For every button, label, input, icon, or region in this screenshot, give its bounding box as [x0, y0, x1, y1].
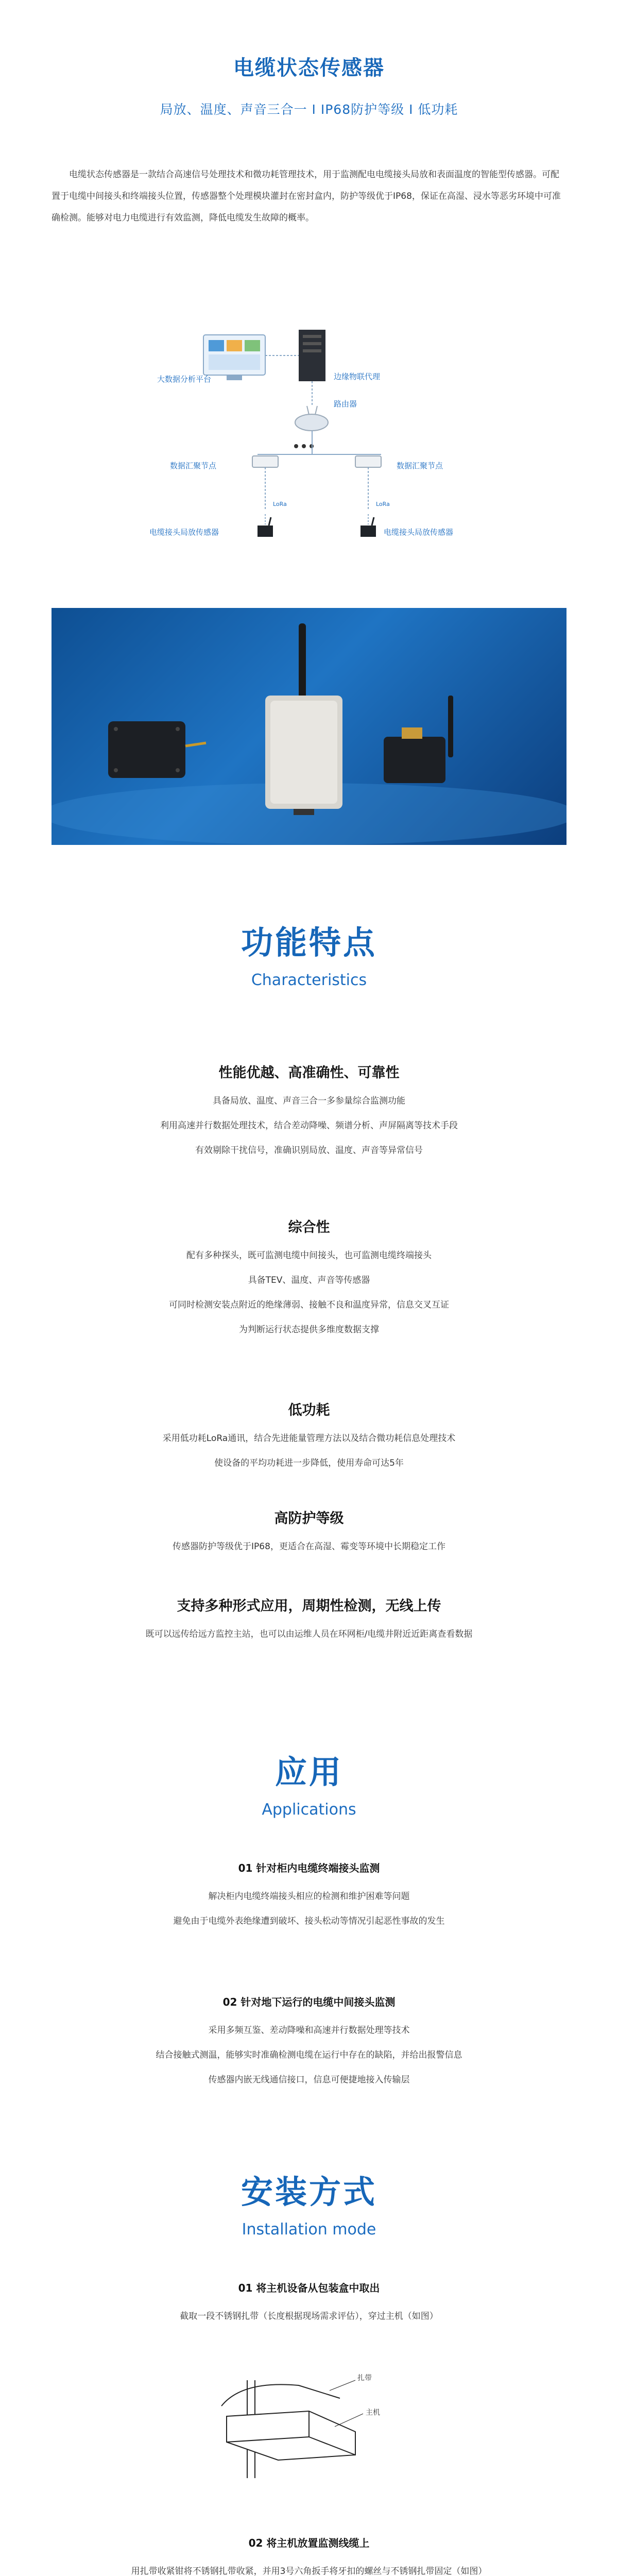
install-step-title: 01 将主机设备从包装盒中取出 [238, 2282, 380, 2294]
install-step-1-figure [0, 2349, 618, 2488]
feature-block-2 [0, 1216, 618, 1342]
features-en-title: Characteristics [251, 971, 367, 989]
feature-title: 高防护等级 [274, 1511, 344, 1527]
application-line: 解决柜内电缆终端接头相应的检测和维护困难等问题 [208, 1891, 410, 1902]
feature-line: 配有多种探头，既可监测电缆中间接头，也可监测电缆终端接头 [186, 1250, 432, 1261]
application-line: 结合接触式测温，能够实时准确检测电缆在运行中存在的缺陷，并给出报警信息 [156, 2050, 462, 2060]
page-title: 电缆状态传感器 [233, 56, 385, 80]
page-subtitle: 局放、温度、声音三合一 I IP68防护等级 I 低功耗 [160, 102, 458, 117]
feature-line: 采用低功耗LoRa通讯，结合先进能量管理方法以及结合微功耗信息处理技术 [162, 1433, 456, 1444]
feature-line: 传感器防护等级优于IP68，更适合在高湿、霉变等环境中长期稳定工作 [173, 1541, 445, 1552]
install-section [0, 2166, 618, 2239]
applications-title: 应用 [274, 1753, 343, 1791]
feature-title: 低功耗 [288, 1402, 330, 1418]
feature-block-3 [0, 1399, 618, 1476]
platform-monitor-icon [203, 335, 265, 380]
feature-title: 支持多种形式应用，周期性检测，无线上传 [177, 1598, 441, 1614]
install-title: 安装方式 [241, 2173, 377, 2211]
label-lora-right: LoRa [376, 501, 390, 507]
install-step-1-drawing [0, 2349, 618, 2488]
application-title: 01 针对柜内电缆终端接头监测 [238, 1862, 380, 1874]
application-line: 避免由于电缆外表绝缘遭到破坏、接头松动等情况引起恶性事故的发生 [173, 1916, 445, 1926]
router-icon [295, 406, 328, 431]
sensor-left-icon [258, 517, 273, 537]
install-step-line: 截取一段不锈钢扎带（长度根据现场需求评估），穿过主机（如图） [180, 2311, 438, 2321]
label-sensor-left: 电缆接头局放传感器 [149, 528, 219, 537]
application-block-1 [0, 1860, 618, 1934]
label-node-left: 数据汇聚节点 [170, 461, 217, 470]
label-node-right: 数据汇聚节点 [397, 461, 443, 470]
applications-en-title: Applications [262, 1801, 356, 1819]
server-icon [299, 330, 325, 381]
feature-line: 具备TEV、温度、声音等传感器 [248, 1275, 370, 1285]
feature-line: 利用高速并行数据处理技术，结合差动降噪、频谱分析、声屏隔离等技术手段 [160, 1121, 458, 1131]
intro-paragraph: 电缆状态传感器是一款结合高速信号处理技术和微功耗管理技术，用于监测配电电缆接头局放和表面温度的智能型传感器。可配置于电缆中间接头和终端接头位置，传感器整个处理模块灌封在密封盒内，防护等级优于IP68，保证在高湿、浸水等恶劣环境中可准确检测。能够对电力电缆进行有效监测，降低电缆发生故障的概率。 [52, 170, 561, 223]
product-banner [52, 608, 566, 845]
install-step-1 [0, 2280, 618, 2329]
application-block-2 [0, 1994, 618, 2092]
network-diagram [0, 319, 618, 556]
application-title: 02 针对地下运行的电缆中间接头监测 [222, 1996, 396, 2008]
applications-section [0, 1747, 618, 1819]
label-router: 路由器 [334, 399, 357, 409]
sensor-box-center-icon [265, 623, 342, 815]
feature-block-4 [0, 1507, 618, 1559]
feature-line: 既可以远传给远方监控主站，也可以由运维人员在环网柜/电缆井附近近距离查看数据 [145, 1629, 473, 1639]
feature-title: 综合性 [288, 1219, 330, 1235]
product-photo [52, 608, 566, 845]
install-step-2 [0, 2535, 618, 2576]
sensor-box-right-icon [384, 696, 453, 783]
feature-title: 性能优越、高准确性、可靠性 [218, 1065, 400, 1081]
label-sensor-right: 电缆接头局放传感器 [384, 528, 454, 537]
feature-block-5 [0, 1595, 618, 1647]
features-title: 功能特点 [241, 924, 377, 961]
label-lora-left: LoRa [273, 501, 287, 507]
label-host: 主机 [366, 2409, 380, 2417]
feature-line: 具备局放、温度、声音三合一多参量综合监测功能 [213, 1096, 405, 1106]
install-en-title: Installation mode [242, 2221, 376, 2239]
install-step-title: 02 将主机放置监测线缆上 [248, 2537, 370, 2549]
sensor-right-icon [360, 517, 376, 537]
feature-line: 使设备的平均功耗进一步降低，使用寿命可达5年 [214, 1458, 404, 1468]
feature-line: 为判断运行状态提供多维度数据支撑 [239, 1325, 379, 1335]
feature-line: 可同时检测安装点附近的绝缘薄弱、接触不良和温度异常，信息交叉互证 [169, 1300, 449, 1310]
network-diagram-graphic [0, 319, 618, 556]
label-tie-band: 扎带 [357, 2374, 372, 2382]
header [0, 52, 618, 118]
application-line: 采用多频互鉴、差动降噪和高速并行数据处理等技术 [208, 2025, 410, 2036]
feature-block-1 [0, 1061, 618, 1163]
sensor-box-left-icon [108, 721, 206, 778]
label-platform: 大数据分析平台 [157, 375, 212, 384]
application-line: 传感器内嵌无线通信接口，信息可便捷地接入传输层 [208, 2075, 410, 2085]
intro-section [0, 164, 618, 229]
install-step-line: 用扎带收紧钳将不锈钢扎带收紧，并用3号六角扳手将牙扣的螺丝与不锈钢扎带固定（如图） [131, 2566, 487, 2576]
label-server: 边缘物联代理 [334, 372, 381, 381]
feature-line: 有效剔除干扰信号，准确识别局放、温度、声音等异常信号 [195, 1145, 423, 1156]
features-section [0, 917, 618, 989]
